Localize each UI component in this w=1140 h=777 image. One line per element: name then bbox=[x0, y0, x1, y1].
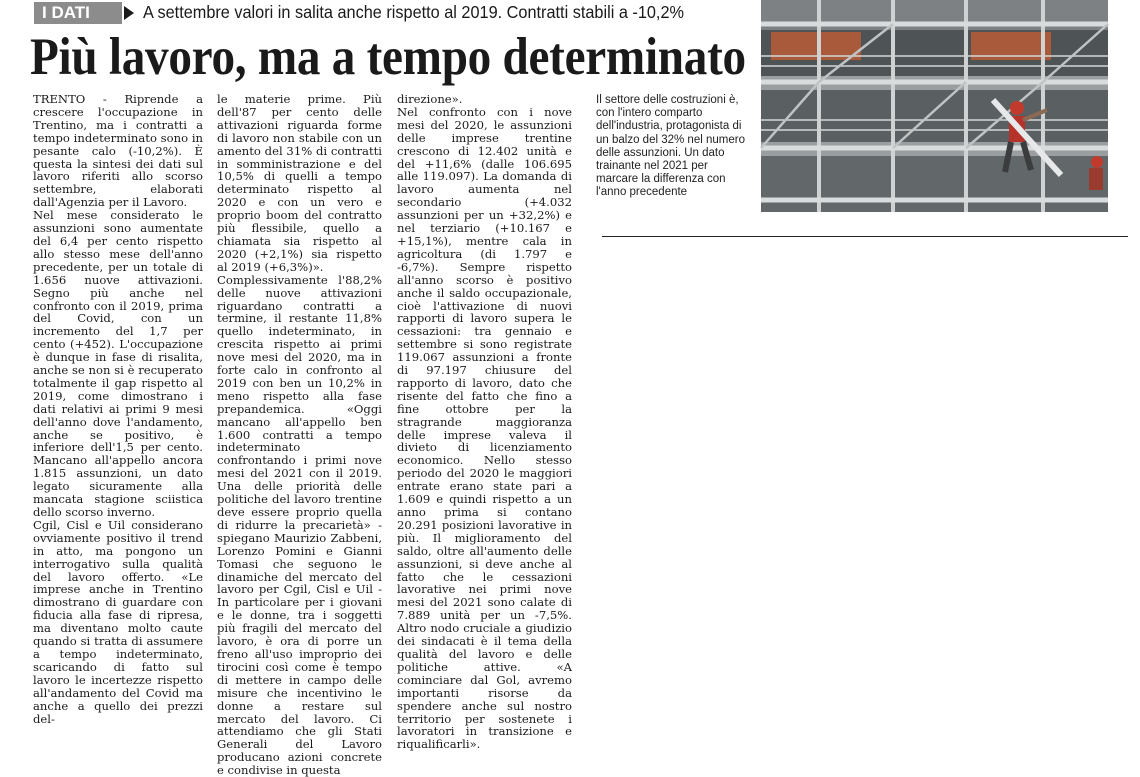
article-column-3 bbox=[397, 92, 572, 752]
article-column-1 bbox=[33, 92, 203, 726]
article-headline: Più lavoro, ma a tempo determinato bbox=[30, 28, 746, 86]
paragraph: Nel confronto con i nove mesi del 2020, le assunzioni delle imprese trentine crescono di 12.402 unità e del +11,6% (dalle 106.695 alle 119.097). La domanda di lavoro aumenta nel secondario (+4.032 assunzioni per un +32,2%) e nel terziario (+10.167 e +15,1%), mentre cala in agricoltura (di 1.797 e -6,7%). Sempre rispetto all'anno scorso è positivo anche il saldo occupazionale, cioè l'attivazione di nuovi rapporti di lavoro supera le cessazioni: tra gennaio e settembre si sono registrate 119.067 assunzioni a fronte di 97.197 chiusure del rapporto di lavoro, dato che risente del fatto che fino a fine ottobre per la stragrande maggioranza delle imprese valeva il divieto di licenziamento economico. Nello stesso periodo del 2020 le maggiori entrate erano state pari a 1.609 e quindi rispetto a un anno prima si contano 20.291 posizioni lavorative in più. Il miglioramento del saldo, oltre all'aumento delle assunzioni, si deve anche al fatto che le cessazioni lavorative nei primi nove mesi del 2021 sono calate di 7.889 unità per un -7,5%. Altro nodo cruciale a giudizio dei sindacati è il tema della qualità del lavoro e delle politiche attive. «A cominciare dal Gol, avremo importanti risorse da spendere anche sul nostro territorio per sostenete i lavoratori in transizione e riqualificarli». bbox=[397, 104, 572, 752]
photo-caption: Il settore delle costruzioni è, con l'intero comparto dell'industria, protagonista di un balzo del 32% nel numero delle assunzioni. Un dato trainante nel 2021 per marcare la differenza con l'anno precedente bbox=[596, 94, 745, 199]
section-divider bbox=[602, 236, 1128, 237]
kicker-subheadline: A settembre valori in salita anche rispetto al 2019. Contratti stabili a -10,2% bbox=[143, 2, 684, 22]
scaffolding-illustration bbox=[761, 0, 1108, 212]
kicker-arrow-icon bbox=[124, 6, 134, 20]
worker-figure-2 bbox=[1089, 156, 1103, 190]
paragraph: Cgil, Cisl e Uil considerano ovviamente positivo il trend in atto, ma pongono un interrogativo sulla qualità del lavoro offerto. «Le imprese anche in Trentino dimostrano di guardare con fiducia alla fase di ripresa, ma diventano molto caute quando si tratta di assumere a tempo indeterminato, scaricando di fatto sul lavoro le incertezze rispetto all'andamento del Covid ma anche a quello dei prezzi del- bbox=[33, 517, 203, 726]
section-badge: I DATI bbox=[34, 2, 122, 24]
paragraph: Complessivamente l'88,2% delle nuove attivazioni riguardano contratti a termine, il restante 11,8% quello indeterminato, in crescita rispetto ai primi nove mesi del 2020, ma in forte calo in confronto al 2019 con ben un 10,2% in meno rispetto alla fase prepandemica. «Oggi mancano all'appello ben 1.600 contratti a tempo indeterminato confrontando i primi nove mesi del 2021 con il 2019. Una delle priorità delle politiche del lavoro trentine deve essere proprio quella di ridurre la precarietà» - spiegano Maurizio Zabbeni, Lorenzo Pomini e Gianni Tomasi che seguono le dinamiche del mercato del lavoro per Cgil, Cisl e Uil - In particolare per i giovani e le donne, tra i soggetti più fragili del mercato del lavoro, è ora di porre un freno all'uso improprio dei tirocini così come è tempo di mettere in campo delle misure che incentivino le donne a restare sul mercato del lavoro. Ci attendiamo che gli Stati Generali del Lavoro producano azioni concrete e condivise in questa bbox=[217, 272, 382, 777]
paragraph: Nel mese considerato le assunzioni sono aumentate del 6,4 per cento rispetto allo stesso mese dell'anno precedente, per un totale di 1.656 nuove attivazioni. Segno più anche nel confronto con il 2019, prima del Covid, con un incremento del 1,7 per cento (+452). L'occupazione è dunque in fase di risalita, anche se non si è recuperato totalmente il gap rispetto al 2019, come dimostrano i dati relativi ai primi 9 mesi dell'anno dove l'andamento, anche se positivo, è inferiore dell'1,5 per cento. Mancano all'appello ancora 1.815 assunzioni, un dato legato sicuramente alla mancata stagione sciistica dello scorso inverno. bbox=[33, 208, 203, 519]
construction-photo bbox=[761, 0, 1108, 212]
paragraph: TRENTO - Riprende a crescere l'occupazione in Trentino, ma i contratti a tempo indeterminato sono in pesante calo (-10,2%). È questa la sintesi dei dati sul lavoro riferiti allo scorso settembre, elaborati dall'Agenzia per il Lavoro. bbox=[33, 92, 203, 210]
paragraph: direzione». bbox=[397, 92, 463, 106]
article-column-2 bbox=[217, 92, 382, 777]
paragraph: le materie prime. Più dell'87 per cento delle attivazioni riguarda forme di lavoro non stabile con un amento del 31% di contratti in somministrazione e del 10,5% di quelli a tempo determinato rispetto al 2020 e con un vero e proprio boom del contratto più flessibile, quello a chiamata sia rispetto al 2020 (+2,1%) sia rispetto al 2019 (+6,3%)». bbox=[217, 92, 382, 274]
